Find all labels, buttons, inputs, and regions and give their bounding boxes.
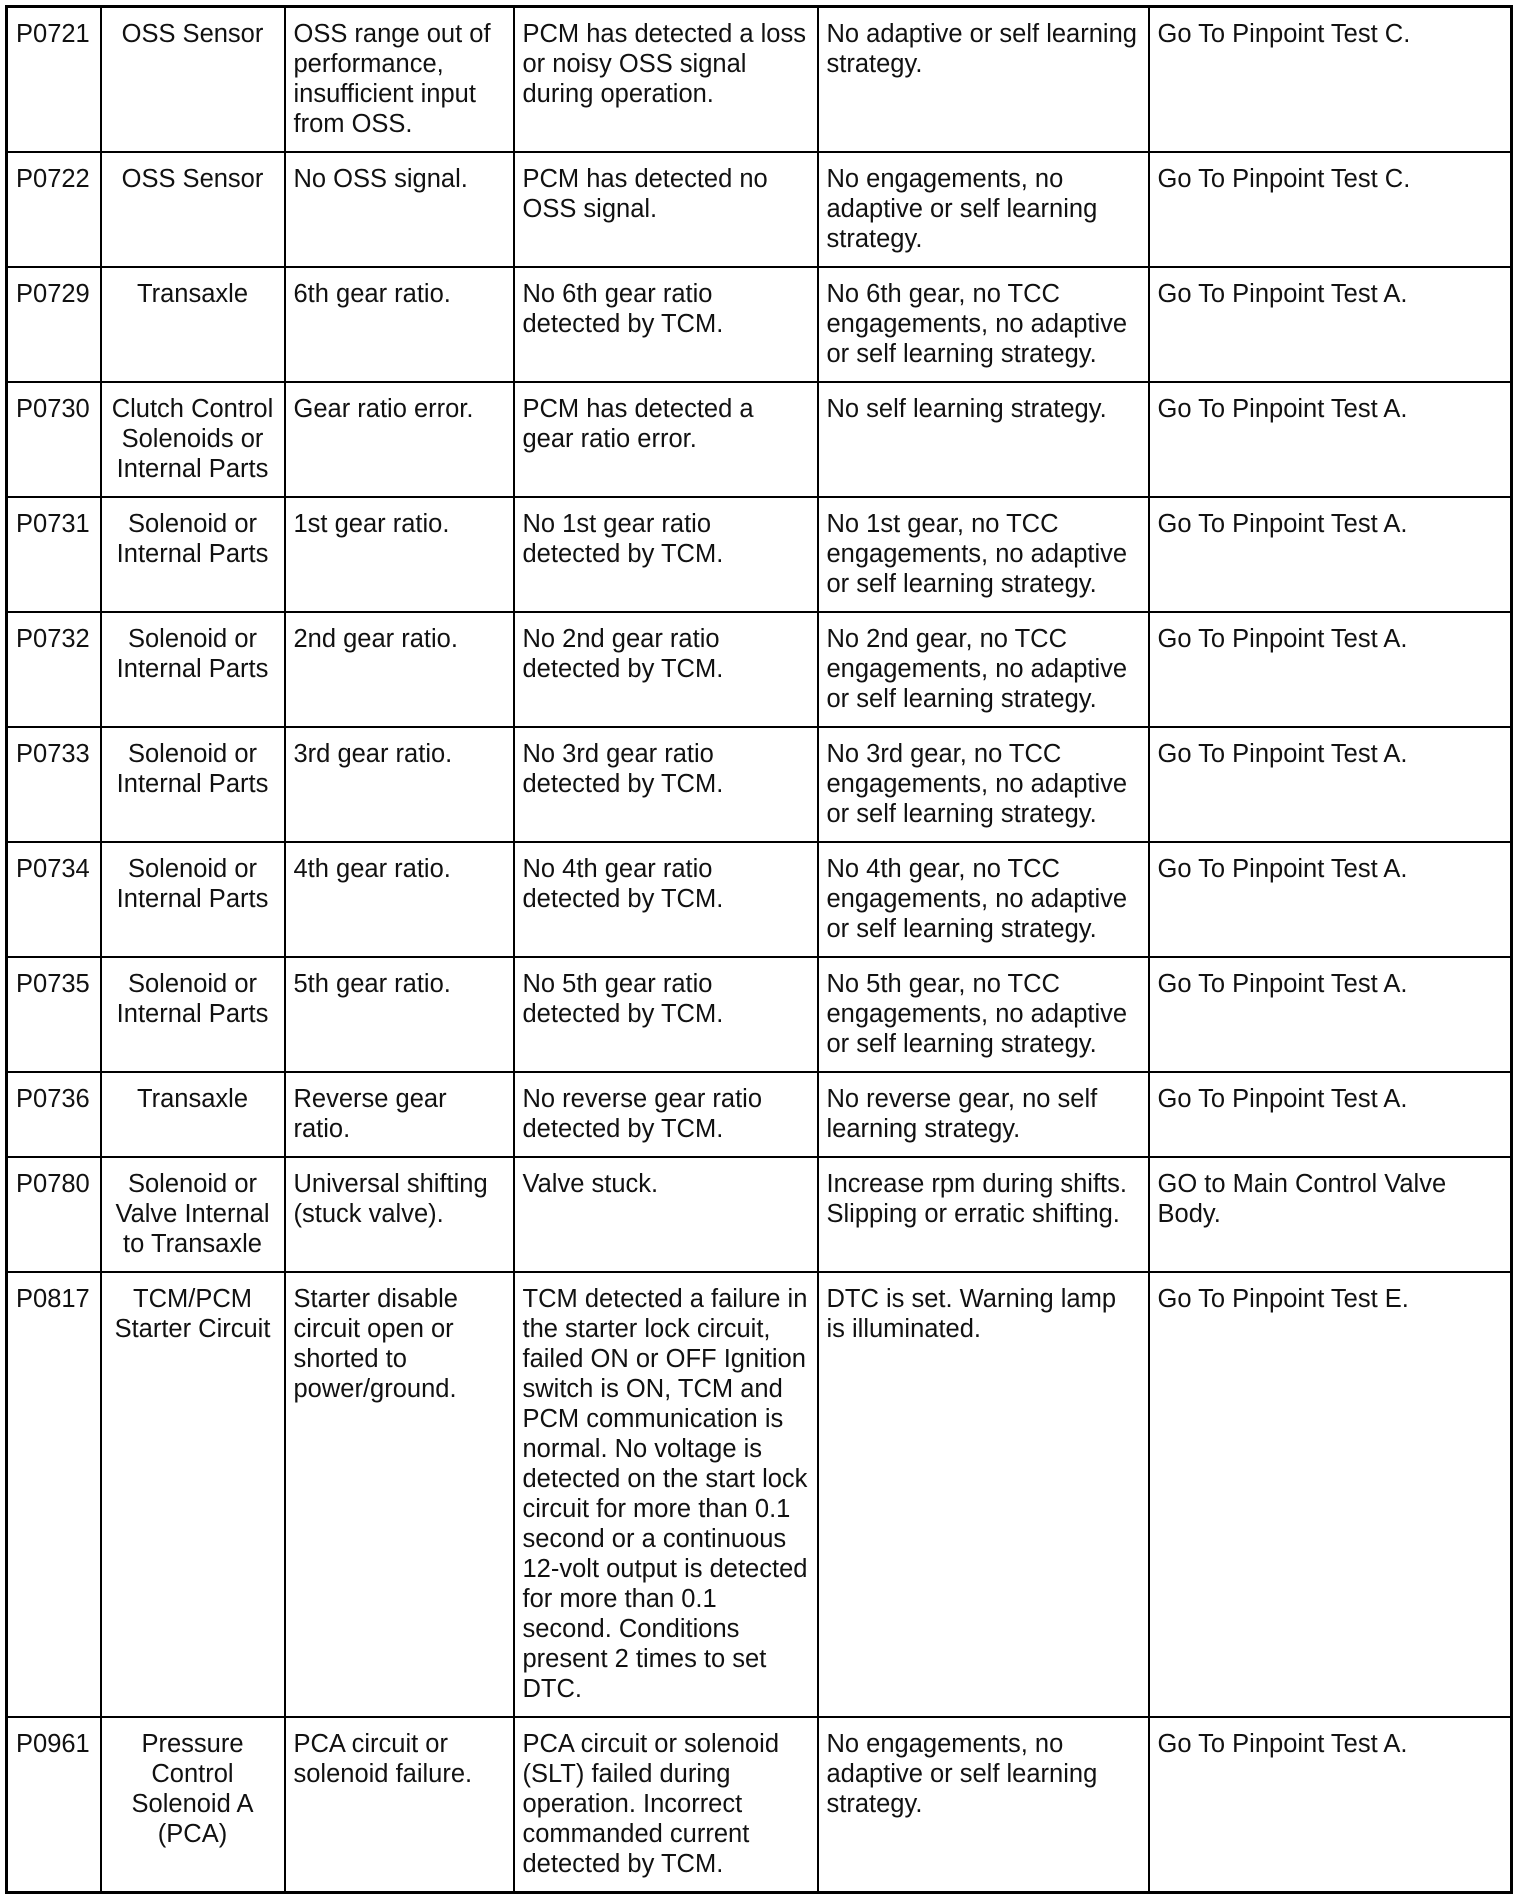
condition-cell: Valve stuck. <box>514 1157 818 1272</box>
action-cell: Go To Pinpoint Test A. <box>1149 957 1512 1072</box>
component-cell: Transaxle <box>101 267 285 382</box>
component-cell: Solenoid or Valve Internal to Transaxle <box>101 1157 285 1272</box>
dtc-code-cell: P0817 <box>7 1272 101 1717</box>
description-cell: 1st gear ratio. <box>285 497 514 612</box>
description-cell: 5th gear ratio. <box>285 957 514 1072</box>
condition-cell: No 5th gear ratio detected by TCM. <box>514 957 818 1072</box>
symptom-cell: No 3rd gear, no TCC engagements, no adaptive or self learning strategy. <box>818 727 1149 842</box>
symptom-cell: No 6th gear, no TCC engagements, no adaptive or self learning strategy. <box>818 267 1149 382</box>
action-cell: Go To Pinpoint Test A. <box>1149 1717 1512 1893</box>
description-cell: Starter disable circuit open or shorted to power/ground. <box>285 1272 514 1717</box>
dtc-code-cell: P0729 <box>7 267 101 382</box>
table-row <box>7 382 1512 497</box>
table-row <box>7 267 1512 382</box>
condition-cell: No reverse gear ratio detected by TCM. <box>514 1072 818 1157</box>
condition-cell: No 6th gear ratio detected by TCM. <box>514 267 818 382</box>
action-cell: Go To Pinpoint Test E. <box>1149 1272 1512 1717</box>
action-cell: GO to Main Control Valve Body. <box>1149 1157 1512 1272</box>
component-cell: TCM/PCM Starter Circuit <box>101 1272 285 1717</box>
symptom-cell: No engagements, no adaptive or self learning strategy. <box>818 1717 1149 1893</box>
condition-cell: PCM has detected a gear ratio error. <box>514 382 818 497</box>
table-row <box>7 612 1512 727</box>
table-row <box>7 152 1512 267</box>
component-cell: Transaxle <box>101 1072 285 1157</box>
table-row <box>7 1717 1512 1893</box>
condition-cell: No 2nd gear ratio detected by TCM. <box>514 612 818 727</box>
action-cell: Go To Pinpoint Test A. <box>1149 1072 1512 1157</box>
symptom-cell: No 5th gear, no TCC engagements, no adaptive or self learning strategy. <box>818 957 1149 1072</box>
dtc-table-body <box>7 7 1512 1893</box>
symptom-cell: No reverse gear, no self learning strategy. <box>818 1072 1149 1157</box>
description-cell: 6th gear ratio. <box>285 267 514 382</box>
symptom-cell: No 4th gear, no TCC engagements, no adaptive or self learning strategy. <box>818 842 1149 957</box>
component-cell: Pressure Control Solenoid A (PCA) <box>101 1717 285 1893</box>
table-row <box>7 957 1512 1072</box>
description-cell: Gear ratio error. <box>285 382 514 497</box>
component-cell: Solenoid or Internal Parts <box>101 612 285 727</box>
condition-cell: TCM detected a failure in the starter lock circuit, failed ON or OFF Ignition switch is ON, TCM and PCM communication is normal. No voltage is detected on the start lock circuit for more than 0.1 second or a continuous 12-volt output is detected for more than 0.1 second. Conditions present 2 times to set DTC. <box>514 1272 818 1717</box>
description-cell: OSS range out of performance, insufficient input from OSS. <box>285 7 514 153</box>
action-cell: Go To Pinpoint Test C. <box>1149 7 1512 153</box>
action-cell: Go To Pinpoint Test C. <box>1149 152 1512 267</box>
condition-cell: PCM has detected a loss or noisy OSS signal during operation. <box>514 7 818 153</box>
dtc-code-cell: P0780 <box>7 1157 101 1272</box>
description-cell: 2nd gear ratio. <box>285 612 514 727</box>
symptom-cell: No 1st gear, no TCC engagements, no adaptive or self learning strategy. <box>818 497 1149 612</box>
dtc-table <box>5 5 1513 1894</box>
dtc-code-cell: P0721 <box>7 7 101 153</box>
condition-cell: No 1st gear ratio detected by TCM. <box>514 497 818 612</box>
dtc-code-cell: P0733 <box>7 727 101 842</box>
symptom-cell: Increase rpm during shifts. Slipping or erratic shifting. <box>818 1157 1149 1272</box>
action-cell: Go To Pinpoint Test A. <box>1149 842 1512 957</box>
table-row <box>7 1072 1512 1157</box>
description-cell: PCA circuit or solenoid failure. <box>285 1717 514 1893</box>
table-row <box>7 727 1512 842</box>
symptom-cell: No engagements, no adaptive or self learning strategy. <box>818 152 1149 267</box>
action-cell: Go To Pinpoint Test A. <box>1149 382 1512 497</box>
action-cell: Go To Pinpoint Test A. <box>1149 267 1512 382</box>
condition-cell: PCM has detected no OSS signal. <box>514 152 818 267</box>
dtc-code-cell: P0961 <box>7 1717 101 1893</box>
description-cell: Universal shifting (stuck valve). <box>285 1157 514 1272</box>
component-cell: Solenoid or Internal Parts <box>101 842 285 957</box>
condition-cell: PCA circuit or solenoid (SLT) failed during operation. Incorrect commanded current detected by TCM. <box>514 1717 818 1893</box>
symptom-cell: No adaptive or self learning strategy. <box>818 7 1149 153</box>
component-cell: Solenoid or Internal Parts <box>101 497 285 612</box>
table-row <box>7 497 1512 612</box>
dtc-code-cell: P0731 <box>7 497 101 612</box>
condition-cell: No 4th gear ratio detected by TCM. <box>514 842 818 957</box>
description-cell: 3rd gear ratio. <box>285 727 514 842</box>
component-cell: OSS Sensor <box>101 7 285 153</box>
symptom-cell: No 2nd gear, no TCC engagements, no adaptive or self learning strategy. <box>818 612 1149 727</box>
dtc-code-cell: P0735 <box>7 957 101 1072</box>
description-cell: 4th gear ratio. <box>285 842 514 957</box>
description-cell: No OSS signal. <box>285 152 514 267</box>
dtc-code-cell: P0730 <box>7 382 101 497</box>
dtc-code-cell: P0722 <box>7 152 101 267</box>
dtc-code-cell: P0736 <box>7 1072 101 1157</box>
dtc-code-cell: P0734 <box>7 842 101 957</box>
table-row <box>7 7 1512 153</box>
component-cell: OSS Sensor <box>101 152 285 267</box>
component-cell: Clutch Control Solenoids or Internal Parts <box>101 382 285 497</box>
action-cell: Go To Pinpoint Test A. <box>1149 497 1512 612</box>
action-cell: Go To Pinpoint Test A. <box>1149 612 1512 727</box>
symptom-cell: DTC is set. Warning lamp is illuminated. <box>818 1272 1149 1717</box>
component-cell: Solenoid or Internal Parts <box>101 727 285 842</box>
table-row <box>7 1157 1512 1272</box>
dtc-code-cell: P0732 <box>7 612 101 727</box>
component-cell: Solenoid or Internal Parts <box>101 957 285 1072</box>
condition-cell: No 3rd gear ratio detected by TCM. <box>514 727 818 842</box>
table-row <box>7 1272 1512 1717</box>
description-cell: Reverse gear ratio. <box>285 1072 514 1157</box>
action-cell: Go To Pinpoint Test A. <box>1149 727 1512 842</box>
table-row <box>7 842 1512 957</box>
symptom-cell: No self learning strategy. <box>818 382 1149 497</box>
